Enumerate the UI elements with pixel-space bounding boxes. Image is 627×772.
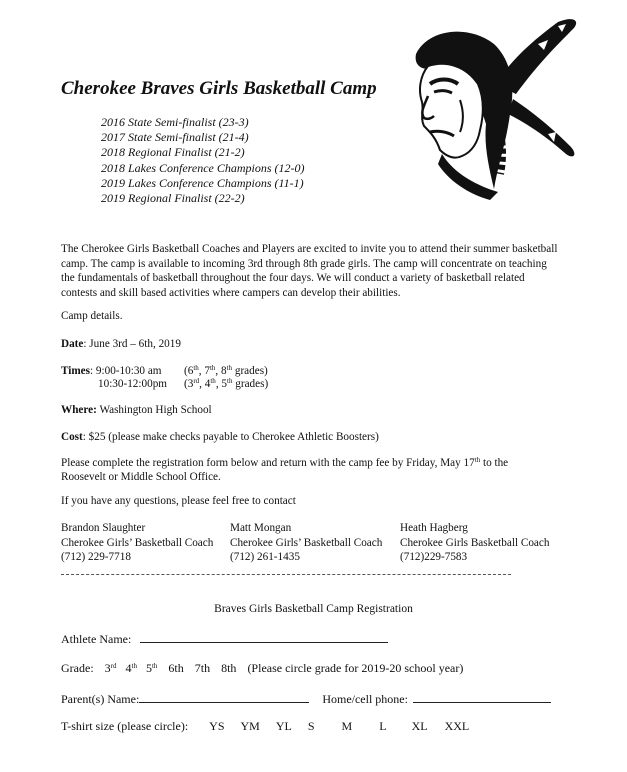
honor-item: 2018 Lakes Conference Champions (12-0) xyxy=(101,160,305,175)
time-slot-2-grades: (3rd, 4th, 5th grades) xyxy=(184,377,269,390)
page-title: Cherokee Braves Girls Basketball Camp xyxy=(61,78,377,99)
coach-contact xyxy=(400,521,549,565)
time-slot-2: 10:30-12:00pm xyxy=(98,378,167,390)
grade-option-5[interactable]: 5th xyxy=(145,661,158,675)
cut-line-divider xyxy=(61,574,511,575)
tshirt-size-option[interactable]: YS xyxy=(209,719,225,733)
questions-line: If you have any questions, please feel free to contact xyxy=(61,495,296,507)
grade-option-3[interactable]: 3rd xyxy=(104,661,117,675)
grade-option-4[interactable]: 4th xyxy=(125,661,137,675)
coach-contact xyxy=(61,521,213,565)
where-value: Washington High School xyxy=(96,404,212,416)
register-instructions-line-2: Roosevelt or Middle School Office. xyxy=(61,471,221,483)
coach-contact xyxy=(230,521,382,565)
date-value: : June 3rd – 6th, 2019 xyxy=(83,338,181,350)
tshirt-size-option[interactable]: YL xyxy=(275,719,292,733)
athlete-name-label: Athlete Name: xyxy=(61,632,132,646)
tshirt-size-option[interactable]: XXL xyxy=(444,719,470,733)
date-label: Date xyxy=(61,338,84,350)
tshirt-size-option[interactable]: L xyxy=(379,719,387,733)
date-line xyxy=(61,337,181,352)
camp-details-heading: Camp details. xyxy=(61,310,123,322)
register-instructions: Please complete the registration form below and return with the camp fee by Friday, May 17th to the xyxy=(61,456,509,469)
cost-value: : $25 (please make checks payable to Cherokee Athletic Boosters) xyxy=(82,431,379,443)
coach-name: Matt Mongan xyxy=(230,522,292,534)
athlete-name-row xyxy=(61,631,388,647)
home-phone-label: Home/cell phone: xyxy=(322,692,408,706)
grade-label: Grade: xyxy=(61,661,94,675)
coach-title: Cherokee Girls Basketball Coach xyxy=(400,536,550,549)
grade-option-8[interactable]: 8th xyxy=(221,661,237,675)
grade-row xyxy=(61,661,463,676)
coach-phone: (712) 229-7718 xyxy=(61,551,131,564)
coach-name: Heath Hagberg xyxy=(400,522,468,534)
where-label: Where: xyxy=(61,404,97,416)
time-slot-1: : 9:00-10:30 am xyxy=(90,365,162,377)
times-label: Times xyxy=(61,365,91,377)
parent-name-field[interactable] xyxy=(139,691,309,703)
coach-phone: (712) 261-1435 xyxy=(230,551,300,564)
honor-item: 2018 Regional Finalist (21-2) xyxy=(101,145,245,160)
tshirt-size-option[interactable]: XL xyxy=(411,719,428,733)
parent-name-label: Parent(s) Name: xyxy=(61,692,140,706)
honors-list xyxy=(101,115,305,206)
grade-option-6[interactable]: 6th xyxy=(168,661,184,675)
cost-label: Cost xyxy=(61,431,83,443)
grade-note: (Please circle grade for 2019-20 school year) xyxy=(247,661,464,675)
honor-item: 2017 State Semi-finalist (21-4) xyxy=(101,130,249,145)
honor-item: 2019 Lakes Conference Champions (11-1) xyxy=(101,175,304,190)
where-line xyxy=(61,403,212,418)
honor-item: 2016 State Semi-finalist (23-3) xyxy=(101,115,249,129)
registration-title: Braves Girls Basketball Camp Registration xyxy=(214,603,413,615)
coach-title: Cherokee Girls’ Basketball Coach xyxy=(61,536,214,549)
cost-line xyxy=(61,430,379,445)
tshirt-size-option[interactable]: S xyxy=(307,719,315,733)
athlete-name-field[interactable] xyxy=(140,631,388,643)
coach-title: Cherokee Girls’ Basketball Coach xyxy=(230,536,383,549)
grade-option-7[interactable]: 7th xyxy=(194,661,211,675)
tshirt-size-option[interactable]: YM xyxy=(240,719,260,733)
coach-phone: (712)229-7583 xyxy=(400,551,468,564)
intro-paragraph: The Cherokee Girls Basketball Coaches and Players are excited to invite you to attend their summer basketball camp. The camp is available to incoming 3rd through 8th grade girls. The camp will concentrate on teaching the fundamentals of basketball throughout the four days. We will conduct a variety of basketball related contests and skill based activities where campers can develop their abilities. xyxy=(61,243,558,299)
home-phone-field[interactable] xyxy=(413,691,551,703)
parent-row xyxy=(61,691,551,707)
tshirt-size-option[interactable]: M xyxy=(341,719,353,733)
honor-item: 2019 Regional Finalist (22-2) xyxy=(101,191,245,206)
tshirt-row xyxy=(61,719,469,734)
brave-head-feather-logo-icon xyxy=(398,14,584,204)
tshirt-size-label: T-shirt size (please circle): xyxy=(61,719,189,733)
coach-name: Brandon Slaughter xyxy=(61,522,146,534)
time-slot-1-grades: (6th, 7th, 8th grades) xyxy=(184,364,268,377)
